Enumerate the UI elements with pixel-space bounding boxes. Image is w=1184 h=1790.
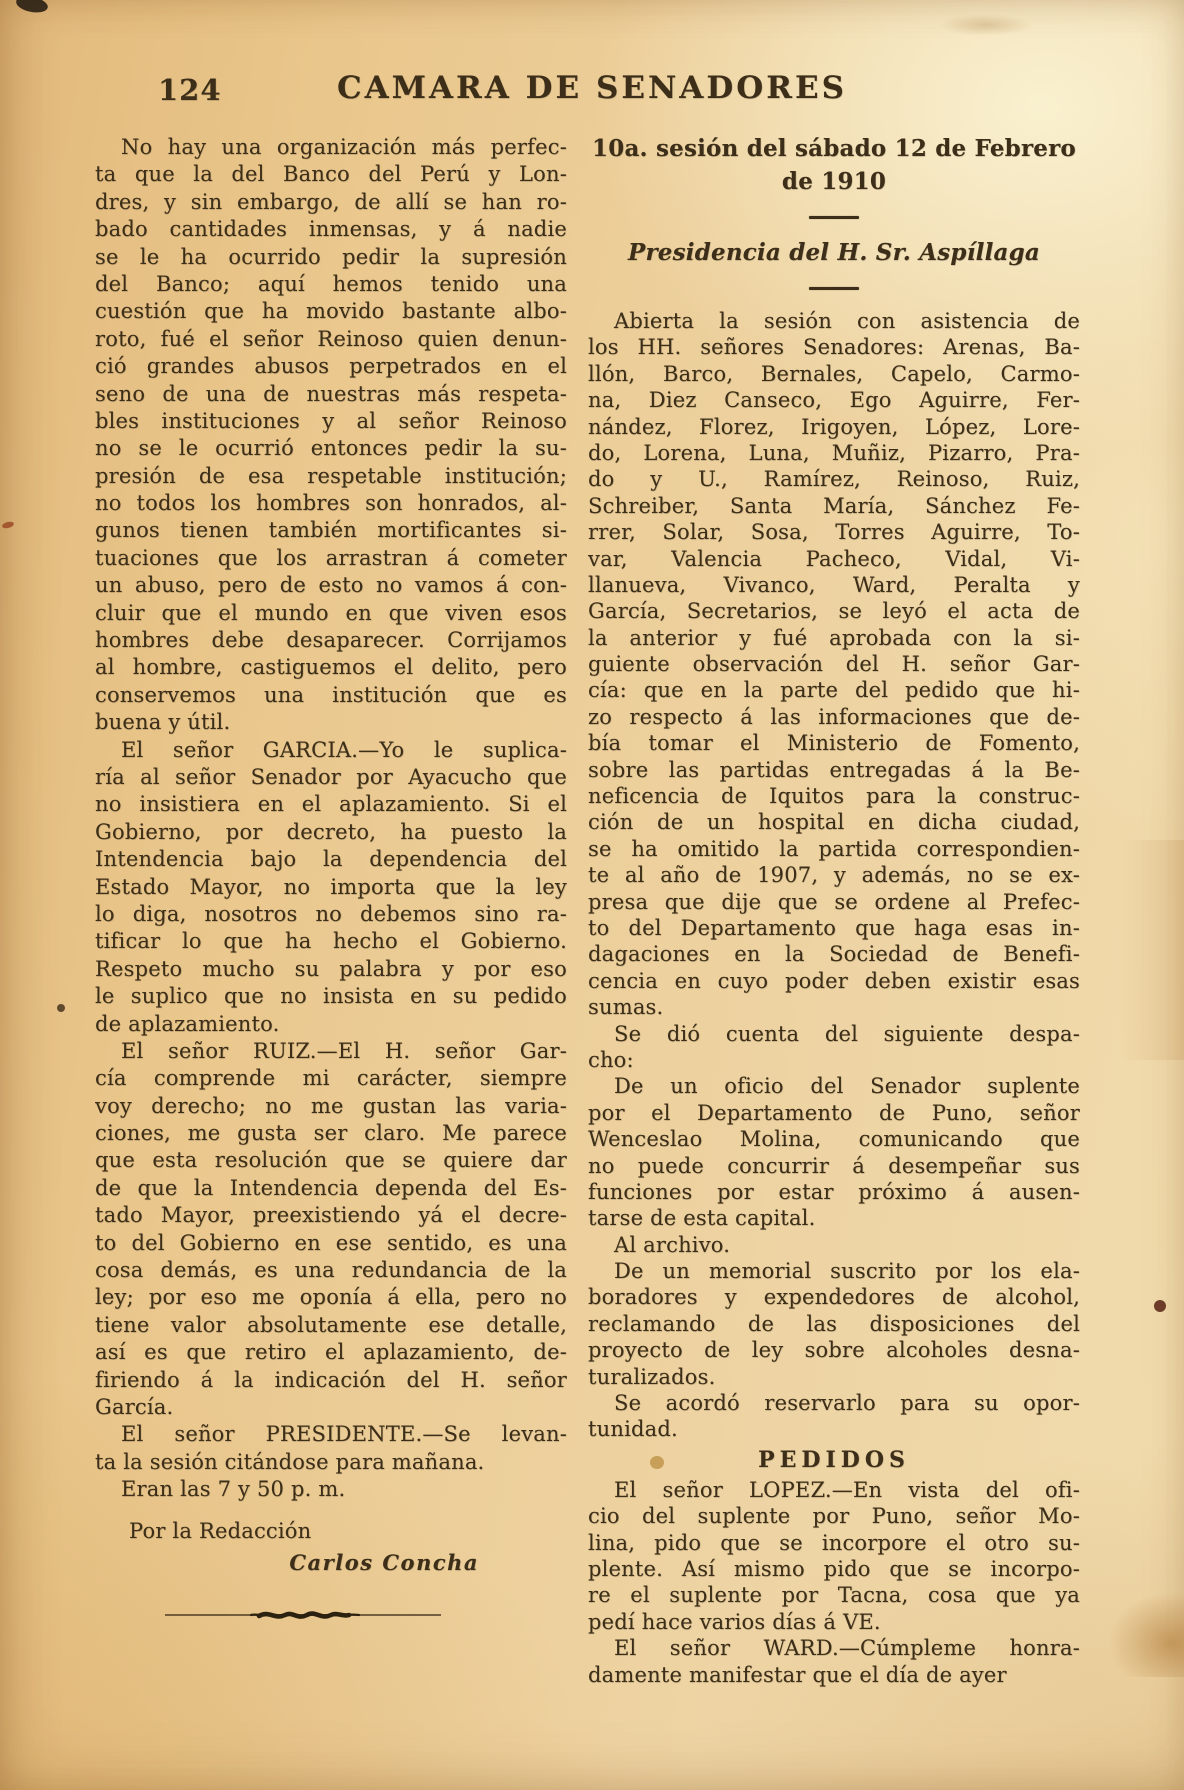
text-line: cía: que en la parte del pedido que hi-: [588, 678, 1080, 703]
text-line: dres, y sin embargo, de allí se han ro-: [95, 189, 567, 214]
text-line: bado cantidades inmensas, y á nadie: [95, 217, 567, 242]
text-line: te al año de 1907, y además, no se ex-: [588, 863, 1080, 888]
text-line: Eran las 7 y 50 p. m.: [121, 1477, 346, 1502]
text-line: to del Gobierno en ese sentido, es una: [95, 1230, 567, 1255]
text-line: cho:: [588, 1047, 634, 1072]
text-line: re el suplente por Tacna, cosa que ya: [588, 1583, 1080, 1608]
text-line: voy derecho; no me gustan las varia-: [95, 1093, 567, 1118]
paper-stain-blotch: [1108, 1592, 1184, 1677]
text-line: le suplico que no insista en su pedido: [95, 984, 567, 1009]
text-line: cencia en cuyo poder deben existir esas: [588, 968, 1080, 993]
ornament: [163, 1602, 443, 1616]
text-line: to del Departamento que haga esas in-: [588, 915, 1080, 940]
text-line: ción de un hospital en dicha ciudad,: [588, 810, 1080, 835]
text-line: Carlos Concha: [289, 1549, 479, 1575]
text-line: no puede concurrir á desempeñar sus: [588, 1153, 1080, 1178]
text-line: El señor WARD.—Cúmpleme honra-: [614, 1636, 1080, 1661]
text-line: tunidad.: [588, 1417, 678, 1442]
text-line: tificar lo que ha hecho el Gobierno.: [95, 929, 567, 954]
text-line: bles instituciones y al señor Reinoso: [95, 408, 567, 433]
paragraph: [95, 737, 567, 1038]
text-line: se ha omitido la partida correspondien-: [588, 836, 1080, 861]
signature: [95, 1549, 567, 1576]
text-line: lina, pido que se incorpore el otro su-: [588, 1530, 1080, 1555]
text-line: seno de una de nuestras más respeta-: [95, 381, 567, 406]
text-line: cuestión que ha movido bastante albo-: [95, 299, 567, 324]
text-line: del Banco; aquí hemos tenido una: [95, 271, 567, 296]
text-line: tuaciones que los arrastran á cometer: [95, 545, 567, 570]
paragraph: [95, 1476, 567, 1503]
text-line: de aplazamiento.: [95, 1011, 280, 1036]
text-line: cosa demás, es una redundancia de la: [95, 1258, 567, 1283]
text-line: zo respecto á las informaciones que de-: [588, 704, 1080, 729]
text-line: De un memorial suscrito por los ela-: [614, 1259, 1080, 1284]
text-line: tado Mayor, preexistiendo yá el decre-: [95, 1203, 567, 1228]
text-line: conservemos una institución que es: [95, 682, 567, 707]
text-line: var, Valencia Pacheco, Vidal, Vi-: [588, 546, 1080, 571]
text-line: buena y útil.: [95, 710, 231, 735]
text-line: Estado Mayor, no importa que la ley: [95, 874, 567, 899]
text-line: bía tomar el Ministerio de Fomento,: [588, 731, 1080, 756]
text-line: sumas.: [588, 995, 664, 1020]
text-line: turalizados.: [588, 1364, 716, 1389]
text-line: llanueva, Vivanco, Ward, Peralta y: [588, 572, 1080, 597]
text-line: gunos tienen también mortificantes si-: [95, 518, 567, 543]
text-line: El señor PRESIDENTE.—Se levan-: [121, 1422, 567, 1447]
text-line: Se dió cuenta del siguiente despa-: [614, 1021, 1080, 1046]
right-column: [588, 128, 1080, 1688]
text-line: PEDIDOS: [758, 1446, 910, 1473]
text-line: rrer, Solar, Sosa, Torres Aguirre, To-: [588, 520, 1080, 545]
text-line: Wenceslao Molina, comunicando que: [588, 1127, 1080, 1152]
paper-stain-red-speck: [1, 521, 14, 530]
text-line: cio del suplente por Puno, señor Mo-: [588, 1504, 1080, 1529]
squiggle-rule-icon: [163, 1608, 443, 1622]
text-line: Respeto mucho su palabra y por eso: [95, 956, 567, 981]
text-line: García.: [95, 1394, 174, 1419]
text-line: ciones, me gusta ser claro. Me parece: [95, 1121, 567, 1146]
text-line: presión de esa respetable institución;: [95, 463, 567, 488]
heading-bold: [588, 132, 1080, 198]
text-line: No hay una organización más perfec-: [121, 135, 567, 159]
left-column: [95, 134, 567, 1616]
text-line: ría al señor Senador por Ayacucho que: [95, 764, 567, 789]
text-line: un abuso, pero de esto no vamos á con-: [95, 573, 567, 598]
text-line: ta que la del Banco del Perú y Lon-: [95, 162, 567, 187]
paragraph: [588, 1477, 1080, 1635]
text-line: firiendo á la indicación del H. señor: [95, 1367, 567, 1392]
text-line: El señor GARCIA.—Yo le suplica-: [121, 737, 567, 762]
text-line: damente manifestar que el día de ayer: [588, 1662, 1007, 1687]
rule-short: [809, 287, 859, 290]
heading-caps: [588, 1445, 1080, 1475]
paragraph: [588, 1021, 1080, 1074]
text-line: na, Diez Canseco, Ego Aguirre, Fer-: [588, 388, 1080, 413]
text-line: do, Lorena, Luna, Muñiz, Pizarro, Pra-: [588, 440, 1080, 465]
text-line: ció grandes abusos perpetrados en el: [95, 354, 567, 379]
text-line: lo diga, nosotros no debemos sino ra-: [95, 901, 567, 926]
text-line: sobre las partidas entregadas á la Be-: [588, 757, 1080, 782]
text-line: no insistiera en el aplazamiento. Si el: [95, 792, 567, 817]
text-line: nández, Florez, Irigoyen, López, Lore-: [588, 414, 1080, 439]
text-line: Schreiber, Santa María, Sánchez Fe-: [588, 493, 1080, 518]
byline: [95, 1518, 567, 1545]
paragraph: [588, 1232, 1080, 1258]
text-line: Intendencia bajo la dependencia del: [95, 847, 567, 872]
paper-stain-smudge: [938, 14, 1033, 36]
text-line: presa que dije que se ordene al Prefec-: [588, 889, 1080, 914]
text-line: El señor LOPEZ.—En vista del ofi-: [614, 1477, 1080, 1502]
paragraph: [588, 1390, 1080, 1443]
text-line: proyecto de ley sobre alcoholes desna-: [588, 1338, 1080, 1363]
rule-short: [809, 216, 859, 219]
text-line: roto, fué el señor Reinoso quien denun-: [95, 326, 567, 351]
text-line: reclamando de las disposiciones del: [588, 1311, 1080, 1336]
text-line: cía comprende mi carácter, siempre: [95, 1066, 567, 1091]
paragraph: [588, 1635, 1080, 1688]
page-header-title: CAMARA DE SENADORES: [336, 70, 848, 106]
text-line: de que la Intendencia dependa del Es-: [95, 1175, 567, 1200]
text-line: llón, Barco, Bernales, Capelo, Carmo-: [588, 361, 1080, 386]
text-line: do y U., Ramírez, Reinoso, Ruiz,: [588, 467, 1080, 492]
text-line: Al archivo.: [614, 1232, 731, 1257]
text-line: Por la Redacción: [129, 1518, 312, 1543]
text-line: Presidencia del H. Sr. Aspíllaga: [627, 239, 1041, 266]
text-line: Se acordó reservarlo para su opor-: [614, 1391, 1080, 1416]
text-line: por el Departamento de Puno, señor: [588, 1100, 1080, 1125]
paper-stain-dot: [57, 1004, 65, 1012]
text-line: tarse de esta capital.: [588, 1206, 816, 1231]
text-line: hombres debe desaparecer. Corrijamos: [95, 628, 567, 653]
paper-stain-dot: [1154, 1300, 1166, 1312]
text-line: dagaciones en la Sociedad de Benefi-: [588, 942, 1080, 967]
text-line: así es que retiro el aplazamiento, de-: [95, 1340, 567, 1365]
heading-italic: [588, 237, 1080, 269]
text-line: se le ha ocurrido pedir la supresión: [95, 244, 567, 269]
text-line: 10a. sesión del sábado 12 de Febrero: [592, 135, 1076, 162]
text-line: al hombre, castiguemos el delito, pero: [95, 655, 567, 680]
page-number: 124: [158, 73, 222, 107]
paragraph: [588, 308, 1080, 1021]
paper-stain-shade: [1120, 840, 1184, 1060]
text-line: boradores y expendedores de alcohol,: [588, 1285, 1080, 1310]
text-line: funciones por estar próximo á ausen-: [588, 1179, 1080, 1204]
text-line: Abierta la sesión con asistencia de: [614, 309, 1080, 333]
text-line: la anterior y fué aprobada con la si-: [588, 625, 1080, 650]
paragraph: [588, 1258, 1080, 1390]
text-line: neficencia de Iquitos para la construc-: [588, 784, 1080, 809]
text-line: García, Secretarios, se leyó el acta de: [588, 599, 1080, 624]
paragraph: [95, 1038, 567, 1421]
text-line: guiente observación del H. señor Gar-: [588, 652, 1080, 677]
paragraph: [95, 1421, 567, 1476]
text-line: no se le ocurrió entonces pedir la su-: [95, 436, 567, 461]
text-line: plente. Así mismo pido que se incorpo-: [588, 1556, 1080, 1581]
text-line: ley; por eso me oponía á ella, pero no: [95, 1285, 567, 1310]
text-line: los HH. señores Senadores: Arenas, Ba-: [588, 335, 1080, 360]
text-line: Gobierno, por decreto, ha puesto la: [95, 819, 567, 844]
text-line: pedí hace varios días á VE.: [588, 1609, 881, 1634]
text-line: cluir que el mundo en que viven esos: [95, 600, 567, 625]
text-line: De un oficio del Senador suplente: [614, 1074, 1080, 1099]
text-line: que esta resolución que se quiere dar: [95, 1148, 567, 1173]
text-line: El señor RUIZ.—El H. señor Gar-: [121, 1038, 567, 1063]
text-line: ta la sesión citándose para mañana.: [95, 1449, 485, 1474]
text-line: no todos los hombres son honrados, al-: [95, 491, 567, 516]
paper-stain-corner: [15, 0, 49, 14]
text-line: tiene valor absolutamente ese detalle,: [95, 1312, 567, 1337]
paragraph: [95, 134, 567, 737]
text-line: de 1910: [781, 168, 887, 195]
paragraph: [588, 1073, 1080, 1231]
